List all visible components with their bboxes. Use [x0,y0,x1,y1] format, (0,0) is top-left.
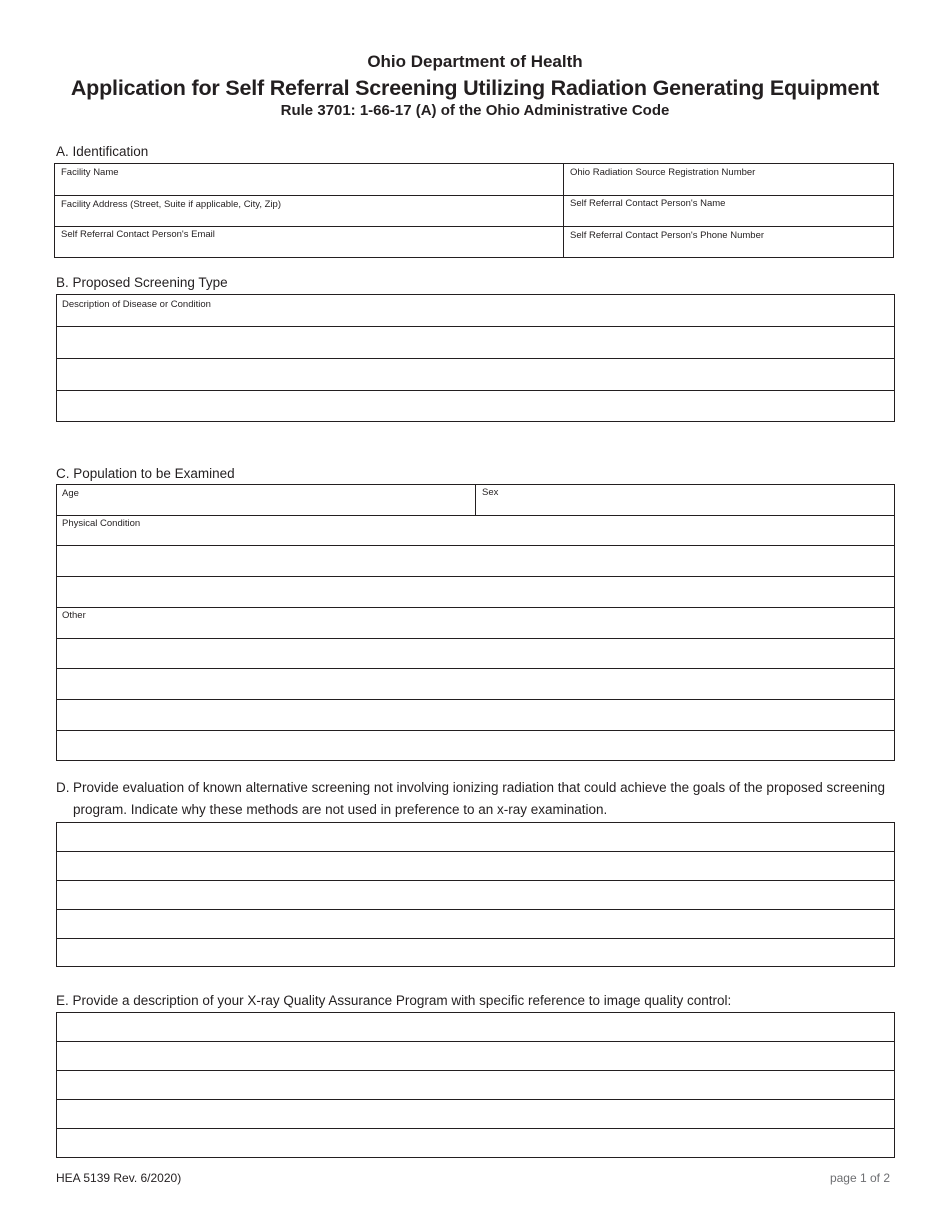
contact-name-label: Self Referral Contact Person's Name [570,198,726,209]
section-a-heading: A. Identification [56,144,149,159]
disease-description-field[interactable] [57,295,894,326]
age-field[interactable] [57,485,475,515]
physical-condition-field[interactable] [57,516,894,545]
registration-number-field[interactable] [564,164,893,195]
facility-name-label: Facility Name [61,167,119,178]
alternative-screening-line[interactable] [57,910,894,938]
other-field[interactable] [57,608,894,638]
facility-address-label: Facility Address (Street, Suite if applicable, City, Zip) [61,199,281,210]
quality-assurance-line[interactable] [57,1042,894,1070]
contact-email-label: Self Referral Contact Person's Email [61,229,215,240]
section-d-text: Provide evaluation of known alternative screening not involving ionizing radiation that could achieve the goals of the proposed screening program. Indicate why these methods are not used in preference to an x-ray examination. [73,780,886,817]
other-line[interactable] [57,700,894,730]
contact-phone-label: Self Referral Contact Person's Phone Number [570,230,765,241]
other-label: Other [62,610,86,621]
sex-field[interactable] [476,485,894,515]
other-line[interactable] [57,731,894,760]
alternative-screening-line[interactable] [57,881,894,909]
section-d-letter: D. [56,780,70,795]
contact-phone-field[interactable] [564,227,893,257]
quality-assurance-line[interactable] [57,1013,894,1041]
facility-address-field[interactable] [55,196,563,226]
other-line[interactable] [57,639,894,668]
alternative-screening-line[interactable] [57,852,894,880]
quality-assurance-line[interactable] [57,1100,894,1128]
quality-assurance-line[interactable] [57,1129,894,1157]
disease-description-label: Description of Disease or Condition [62,299,211,310]
disease-description-line[interactable] [57,359,894,390]
other-line[interactable] [57,669,894,699]
physical-condition-line[interactable] [57,546,894,576]
physical-condition-line[interactable] [57,577,894,607]
contact-email-field[interactable] [55,227,563,257]
physical-condition-label: Physical Condition [62,518,141,529]
disease-description-line[interactable] [57,327,894,358]
sex-label: Sex [482,487,499,498]
section-e-text: E. Provide a description of your X-ray Quality Assurance Program with specific reference to image quality control: [56,993,732,1008]
alternative-screening-line[interactable] [57,823,894,851]
age-label: Age [62,488,79,499]
facility-name-field[interactable] [55,164,563,195]
page-number: page 1 of 2 [829,1171,890,1185]
registration-number-label: Ohio Radiation Source Registration Number [570,167,756,178]
form-id: HEA 5139 Rev. 6/2020) [56,1171,182,1185]
section-b-heading: B. Proposed Screening Type [56,275,228,290]
alternative-screening-line[interactable] [57,939,894,966]
rule-reference: Rule 3701: 1-66-17 (A) of the Ohio Administrative Code [280,102,670,119]
department-name: Ohio Department of Health [367,52,583,71]
disease-description-line[interactable] [57,391,894,421]
section-c-heading: C. Population to be Examined [56,466,235,481]
form-title: Application for Self Referral Screening Utilizing Radiation Generating Equipment [70,76,880,100]
quality-assurance-line[interactable] [57,1071,894,1099]
contact-name-field[interactable] [564,196,893,226]
